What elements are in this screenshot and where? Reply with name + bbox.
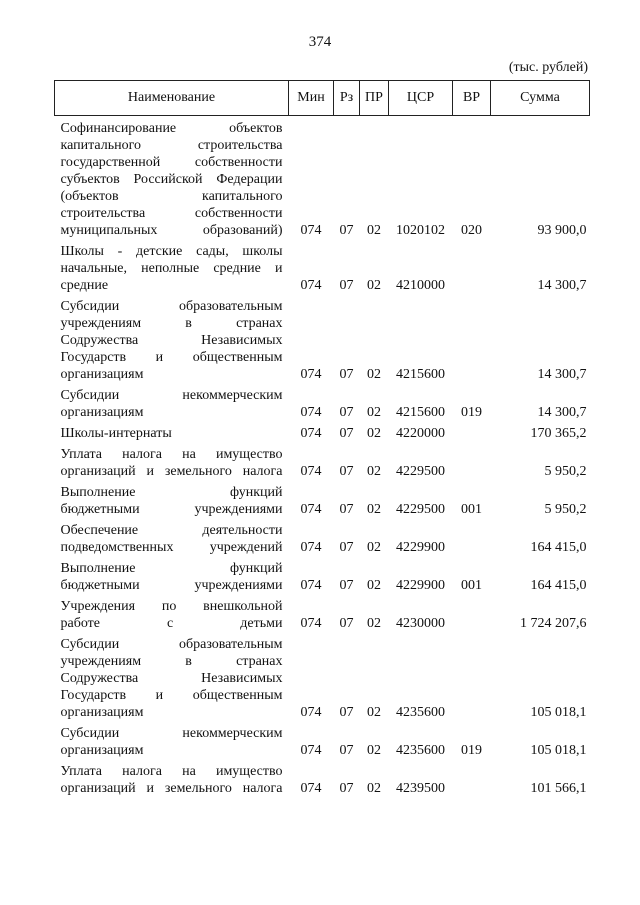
cell-vr bbox=[453, 594, 491, 632]
cell-min: 074 bbox=[300, 405, 322, 420]
table-row bbox=[55, 518, 590, 556]
row-name-line: учреждениям в странах bbox=[60, 316, 283, 331]
cell-pr: 02 bbox=[367, 405, 381, 420]
cell-rz: 07 bbox=[339, 502, 354, 517]
cell-rz: 07 bbox=[339, 367, 354, 382]
cell-csr: 4229900 bbox=[396, 540, 445, 555]
row-name bbox=[55, 518, 289, 556]
row-name-line: Учреждения по внешкольной bbox=[60, 599, 283, 614]
row-name-line: Государств и общественным bbox=[60, 688, 283, 703]
row-name-line: работе с детьми bbox=[60, 616, 283, 631]
cell-pr: 02 bbox=[367, 781, 381, 796]
cell-vr bbox=[453, 239, 491, 294]
row-name-line: учреждениям в странах bbox=[60, 654, 283, 669]
cell-sum: 14 300,7 bbox=[537, 278, 587, 293]
row-name-line: Выполнение функций bbox=[60, 485, 283, 500]
units-label: (тыс. рублей) bbox=[508, 60, 588, 75]
cell-vr: 019 bbox=[461, 405, 482, 420]
row-name-line: муниципальных образований) bbox=[60, 223, 283, 238]
cell-min: 074 bbox=[300, 578, 322, 593]
cell-pr: 02 bbox=[367, 426, 381, 441]
cell-rz: 07 bbox=[339, 705, 354, 720]
cell-vr: 019 bbox=[461, 743, 482, 758]
row-name-line: Субсидии образовательным bbox=[60, 637, 283, 652]
cell-sum: 14 300,7 bbox=[537, 367, 587, 382]
row-name bbox=[55, 594, 289, 632]
row-name-line: государственной собственности bbox=[60, 155, 283, 170]
cell-min: 074 bbox=[300, 426, 322, 441]
cell-csr: 4230000 bbox=[396, 616, 445, 631]
page-number: 374 bbox=[308, 34, 332, 50]
cell-csr: 4229500 bbox=[396, 464, 445, 479]
cell-rz: 07 bbox=[339, 616, 354, 631]
row-name-line: строительства собственности bbox=[60, 206, 283, 221]
cell-pr: 02 bbox=[367, 367, 381, 382]
cell-sum: 1 724 207,6 bbox=[520, 616, 587, 631]
table-row bbox=[55, 239, 590, 294]
cell-min: 074 bbox=[300, 540, 322, 555]
table-row bbox=[55, 442, 590, 480]
cell-rz: 07 bbox=[339, 578, 354, 593]
cell-rz: 07 bbox=[339, 781, 354, 796]
budget-table bbox=[54, 80, 590, 797]
row-name-line: организациям bbox=[60, 743, 144, 758]
row-name bbox=[55, 632, 289, 721]
cell-min: 074 bbox=[300, 464, 322, 479]
row-name-line: Выполнение функций bbox=[60, 561, 283, 576]
row-name-line: субъектов Российской Федерации bbox=[60, 172, 283, 187]
cell-sum: 5 950,2 bbox=[544, 502, 587, 517]
cell-pr: 02 bbox=[367, 705, 381, 720]
cell-vr bbox=[453, 421, 491, 442]
row-name-line: организаций и земельного налога bbox=[60, 781, 283, 796]
table-row bbox=[55, 556, 590, 594]
cell-pr: 02 bbox=[367, 616, 381, 631]
cell-min: 074 bbox=[300, 278, 322, 293]
header-rz: Рз bbox=[334, 81, 360, 116]
row-name-line: Обеспечение деятельности bbox=[60, 523, 283, 538]
cell-rz: 07 bbox=[339, 278, 354, 293]
row-name-line: организациям bbox=[60, 367, 144, 382]
cell-sum: 105 018,1 bbox=[530, 743, 587, 758]
row-name bbox=[55, 759, 289, 797]
cell-sum: 164 415,0 bbox=[530, 578, 587, 593]
row-name-line: Уплата налога на имущество bbox=[60, 447, 283, 462]
cell-min: 074 bbox=[300, 223, 322, 238]
header-sum: Сумма bbox=[491, 81, 590, 116]
cell-min: 074 bbox=[300, 705, 322, 720]
cell-pr: 02 bbox=[367, 464, 381, 479]
cell-min: 074 bbox=[300, 743, 322, 758]
cell-csr: 4235600 bbox=[396, 743, 445, 758]
row-name-line: средние bbox=[60, 278, 109, 293]
cell-min: 074 bbox=[300, 502, 322, 517]
cell-vr bbox=[453, 632, 491, 721]
cell-min: 074 bbox=[300, 367, 322, 382]
cell-vr bbox=[453, 294, 491, 383]
row-name-line: Субсидии некоммерческим bbox=[60, 388, 283, 403]
cell-sum: 101 566,1 bbox=[530, 781, 587, 796]
cell-vr: 001 bbox=[461, 578, 482, 593]
table-row bbox=[55, 383, 590, 421]
cell-csr: 4220000 bbox=[396, 426, 445, 441]
row-name-line: организаций и земельного налога bbox=[60, 464, 283, 479]
cell-rz: 07 bbox=[339, 405, 354, 420]
row-name-line: Субсидии некоммерческим bbox=[60, 726, 283, 741]
cell-rz: 07 bbox=[339, 426, 354, 441]
cell-csr: 4235600 bbox=[396, 705, 445, 720]
cell-min: 074 bbox=[300, 616, 322, 631]
cell-pr: 02 bbox=[367, 502, 381, 517]
row-name bbox=[55, 294, 289, 383]
table-row bbox=[55, 594, 590, 632]
row-name-line: Школы - детские сады, школы bbox=[60, 244, 283, 259]
row-name-line: Субсидии образовательным bbox=[60, 299, 283, 314]
table-header-row bbox=[55, 81, 590, 116]
cell-pr: 02 bbox=[367, 223, 381, 238]
cell-csr: 4210000 bbox=[396, 278, 445, 293]
cell-pr: 02 bbox=[367, 743, 381, 758]
cell-csr: 4229500 bbox=[396, 502, 445, 517]
cell-vr bbox=[453, 759, 491, 797]
cell-rz: 07 bbox=[339, 743, 354, 758]
row-name bbox=[55, 421, 289, 442]
cell-sum: 5 950,2 bbox=[544, 464, 587, 479]
row-name-line: Уплата налога на имущество bbox=[60, 764, 283, 779]
cell-min: 074 bbox=[300, 781, 322, 796]
cell-sum: 170 365,2 bbox=[530, 426, 587, 441]
row-name-line: Содружества Независимых bbox=[60, 671, 283, 686]
table-row bbox=[55, 721, 590, 759]
row-name-line: подведомственных учреждений bbox=[60, 540, 283, 555]
cell-rz: 07 bbox=[339, 223, 354, 238]
row-name bbox=[55, 442, 289, 480]
cell-rz: 07 bbox=[339, 464, 354, 479]
row-name-line: бюджетными учреждениями bbox=[60, 578, 283, 593]
cell-pr: 02 bbox=[367, 540, 381, 555]
row-name-line: Софинансирование объектов bbox=[60, 121, 283, 136]
cell-rz: 07 bbox=[339, 540, 354, 555]
row-name-line: капитального строительства bbox=[60, 138, 283, 153]
table-row bbox=[55, 421, 590, 442]
cell-vr: 020 bbox=[461, 223, 482, 238]
cell-csr: 1020102 bbox=[396, 223, 445, 238]
row-name-line: организациям bbox=[60, 405, 144, 420]
cell-csr: 4215600 bbox=[396, 367, 445, 382]
table-row bbox=[55, 480, 590, 518]
row-name-line: начальные, неполные средние и bbox=[60, 261, 283, 276]
row-name bbox=[55, 721, 289, 759]
cell-vr bbox=[453, 518, 491, 556]
row-name bbox=[55, 116, 289, 240]
table-row bbox=[55, 759, 590, 797]
row-name-line: бюджетными учреждениями bbox=[60, 502, 283, 517]
row-name bbox=[55, 556, 289, 594]
header-csr: ЦСР bbox=[389, 81, 453, 116]
cell-sum: 93 900,0 bbox=[537, 223, 587, 238]
table-row bbox=[55, 116, 590, 240]
cell-sum: 164 415,0 bbox=[530, 540, 587, 555]
cell-csr: 4229900 bbox=[396, 578, 445, 593]
header-vr: ВР bbox=[453, 81, 491, 116]
row-name-line: Школы-интернаты bbox=[60, 426, 172, 441]
header-name: Наименование bbox=[55, 81, 289, 116]
table-row bbox=[55, 294, 590, 383]
cell-sum: 14 300,7 bbox=[537, 405, 587, 420]
cell-pr: 02 bbox=[367, 278, 381, 293]
row-name-line: Содружества Независимых bbox=[60, 333, 283, 348]
cell-vr: 001 bbox=[461, 502, 482, 517]
header-min: Мин bbox=[289, 81, 334, 116]
cell-csr: 4215600 bbox=[396, 405, 445, 420]
table-row bbox=[55, 632, 590, 721]
cell-sum: 105 018,1 bbox=[530, 705, 587, 720]
row-name-line: Государств и общественным bbox=[60, 350, 283, 365]
row-name bbox=[55, 239, 289, 294]
row-name-line: (объектов капитального bbox=[60, 189, 283, 204]
row-name-line: организациям bbox=[60, 705, 144, 720]
row-name bbox=[55, 383, 289, 421]
header-pr: ПР bbox=[360, 81, 389, 116]
cell-csr: 4239500 bbox=[396, 781, 445, 796]
row-name bbox=[55, 480, 289, 518]
cell-vr bbox=[453, 442, 491, 480]
cell-pr: 02 bbox=[367, 578, 381, 593]
